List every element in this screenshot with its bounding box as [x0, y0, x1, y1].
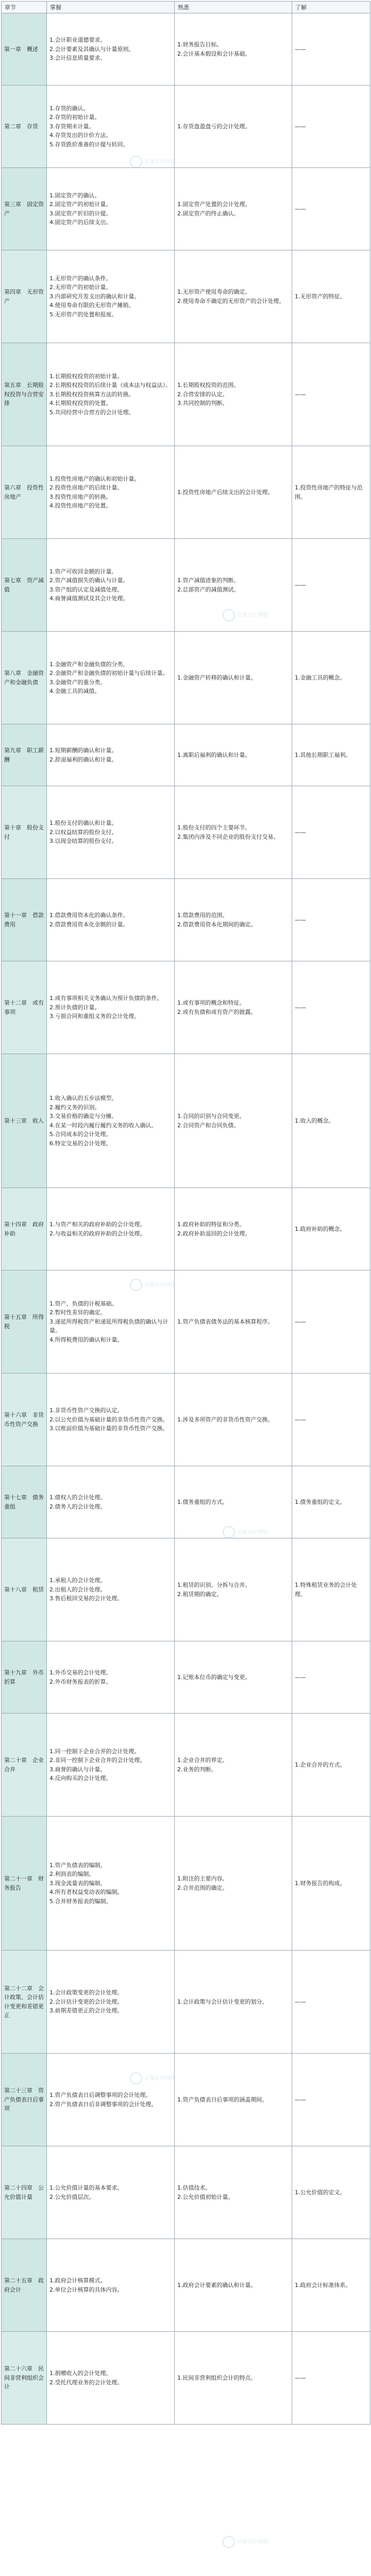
familiar-item: 1.借款费用的范围。 — [177, 912, 228, 919]
master-item: 4.金融工具的减值。 — [49, 688, 100, 694]
header-row — [2, 2, 370, 13]
familiar-cell — [175, 446, 292, 539]
familiar-cell — [175, 168, 292, 250]
familiar-item: 2.合并范围的确定。 — [177, 1884, 228, 1891]
master-item: 1.公允价值计量的基本要求。 — [49, 2184, 123, 2191]
master-item: 2.债务人的会计处理。 — [49, 1503, 106, 1510]
chapter-cell: 第十一章 借款费用 — [2, 879, 47, 961]
familiar-item: 1.无形资产使用寿命的确定。 — [177, 289, 251, 295]
familiar-cell — [175, 724, 292, 786]
master-item: 1.固定资产的确认。 — [49, 192, 100, 199]
understand-item: 1.无形资产的特征。 — [295, 293, 346, 300]
understand-cell — [292, 724, 370, 786]
understand-item: —— — [295, 2096, 306, 2103]
master-item: 3.会计信息质量要求。 — [49, 55, 106, 62]
master-item: 2.利润表的编制。 — [49, 1871, 95, 1878]
familiar-cell — [175, 1374, 292, 1466]
master-item: 3.长期股权投资核算方法的转换。 — [49, 391, 134, 398]
master-item: 3.资产组的认定及减值处理。 — [49, 586, 123, 593]
master-item: 1.资产、负债的计税基础。 — [49, 1300, 117, 1307]
table-row — [2, 632, 370, 724]
familiar-item: 1.资产负债表债务法的基本核算程序。 — [177, 1318, 274, 1325]
familiar-item: 2.合营安排的认定。 — [177, 391, 228, 398]
understand-item: —— — [295, 581, 306, 588]
familiar-cell — [175, 2239, 292, 2332]
master-item: 2.外币财务报表的折算。 — [49, 1678, 112, 1685]
master-item: 2.资产负债表日后非调整事项的会计处理。 — [49, 2100, 157, 2108]
understand-cell — [292, 1714, 370, 1817]
familiar-item: 1.民间非营利组织会计的特点。 — [177, 2374, 257, 2381]
master-item: 6.特定交易的会计处理。 — [49, 1140, 112, 1147]
master-item: 2.以权益结算的股份支付。 — [49, 828, 117, 836]
master-item: 3.现金流量表的编制。 — [49, 1879, 106, 1887]
master-cell — [47, 1714, 175, 1817]
table-row — [2, 879, 370, 961]
master-item: 5.共同经营中合营方的会计处理。 — [49, 409, 134, 416]
master-item: 1.金融资产和金融负债的分类。 — [49, 660, 129, 668]
table-row — [2, 2239, 370, 2332]
understand-cell — [292, 446, 370, 539]
chapter-cell: 第二十六章 民间非营利组织会计 — [2, 2332, 47, 2425]
master-item: 3.递延所得税资产和递延所得税负债的确认与计量。 — [49, 1318, 168, 1334]
master-item: 4.商誉减值测试及其会计处理。 — [49, 595, 129, 602]
table-row — [2, 539, 370, 632]
understand-cell — [292, 539, 370, 632]
chapter-cell: 第十章 股份支付 — [2, 786, 47, 879]
master-item: 1.存货的确认。 — [49, 105, 89, 112]
table-row — [2, 168, 370, 250]
table-row — [2, 724, 370, 786]
master-cell — [47, 961, 175, 1054]
master-item: 2.出租人的会计处理。 — [49, 1586, 106, 1593]
master-item: 1.短期薪酬的确认和计量。 — [49, 747, 117, 754]
master-item: 4.存货发出的计价方法。 — [49, 132, 112, 139]
master-item: 3.商誉的确认与计量。 — [49, 1766, 106, 1773]
understand-cell — [292, 1054, 370, 1188]
understand-item: 1.金融工具的概念。 — [295, 674, 346, 681]
table-row — [2, 1054, 370, 1188]
master-item: 1.政府会计核算模式。 — [49, 2277, 106, 2284]
familiar-item: 1.企业合并的界定。 — [177, 1757, 228, 1764]
table-row — [2, 1951, 370, 2054]
master-item: 1.资产负债表日后调整事项的会计处理。 — [49, 2092, 151, 2098]
chapter-cell: 第十五章 所得税 — [2, 1270, 47, 1374]
table-row — [2, 1817, 370, 1951]
master-cell — [47, 86, 175, 168]
understand-item: 1.公允价值的定义。 — [295, 2189, 346, 2196]
watermark: 正保会计网校 — [223, 2536, 268, 2548]
master-cell — [47, 250, 175, 343]
familiar-cell — [175, 1714, 292, 1817]
familiar-cell — [175, 1951, 292, 2054]
table-row — [2, 786, 370, 879]
table-header — [2, 2, 370, 13]
chapter-cell: 第四章 无形资产 — [2, 250, 47, 343]
master-cell — [47, 168, 175, 250]
chapter-cell: 第六章 投资性房地产 — [2, 446, 47, 539]
familiar-cell — [175, 1466, 292, 1538]
master-item: 1.与资产相关的政府补助的会计处理。 — [49, 1221, 146, 1228]
familiar-item: 1.政府会计要素的确认和计量。 — [177, 2281, 257, 2289]
master-item: 2.存货的初始计量。 — [49, 114, 100, 121]
master-item: 4.所得税费用的确认和计量。 — [49, 1336, 123, 1343]
understand-cell — [292, 1817, 370, 1951]
familiar-item: 1.债务重组的方式。 — [177, 1498, 228, 1505]
understand-cell — [292, 2146, 370, 2239]
master-item: 3.亏损合同和重组义务的会计处理。 — [49, 1013, 140, 1020]
master-item: 2.暂时性差异的确定。 — [49, 1309, 106, 1316]
master-item: 1.投资性房地产的确认和初始计量。 — [49, 475, 140, 482]
familiar-item: 1.涉及多项资产的非货币性资产交换。 — [177, 1416, 274, 1423]
understand-cell — [292, 961, 370, 1054]
master-item: 1.资产可收回金额的计量。 — [49, 568, 117, 575]
familiar-item: 1.估值技术。 — [177, 2184, 211, 2191]
table-row — [2, 250, 370, 343]
master-item: 2.以公允价值为基础计量的非货币性资产交换。 — [49, 1416, 168, 1423]
familiar-item: 2.业务的判断。 — [177, 1766, 217, 1773]
understand-item: 1.债务重组的定义。 — [295, 1498, 346, 1505]
understand-item: 1.企业合并的方式。 — [295, 1761, 346, 1768]
master-cell — [47, 1817, 175, 1951]
familiar-item: 1.存货盘盈盘亏的会计处理。 — [177, 123, 251, 130]
master-item: 2.与收益相关的政府补助的会计处理。 — [49, 1230, 146, 1237]
familiar-cell — [175, 1054, 292, 1188]
watermark: 正保会计网校 — [223, 609, 268, 621]
understand-item: 1.特殊租赁业务的会计处理。 — [295, 1582, 357, 1598]
master-item: 1.收入确认的五步法模型。 — [49, 1095, 117, 1101]
master-cell — [47, 1188, 175, 1270]
master-cell — [47, 2146, 175, 2239]
understand-item: —— — [295, 391, 306, 398]
master-item: 1.长期股权投资的初始计量。 — [49, 372, 123, 380]
familiar-item: 1.或有事项的概念和特征。 — [177, 999, 245, 1006]
understand-cell — [292, 1466, 370, 1538]
master-item: 3.存货期末计量。 — [49, 123, 95, 130]
familiar-item: 2.使用寿命不确定的无形资产的会计处理。 — [177, 297, 285, 304]
familiar-item: 2.会计基本假设和会计基础。 — [177, 50, 251, 57]
familiar-cell — [175, 1270, 292, 1374]
chapter-cell: 第十九章 外币折算 — [2, 1641, 47, 1714]
familiar-item: 1.合同的识别与合同变更。 — [177, 1113, 245, 1120]
master-cell — [47, 1466, 175, 1538]
table-row — [2, 1188, 370, 1270]
understand-cell — [292, 1188, 370, 1270]
understand-item: —— — [295, 828, 306, 836]
understand-cell — [292, 1538, 370, 1641]
chapter-cell: 第八章 金融资产和金融负债 — [2, 632, 47, 724]
chapter-cell: 第一章 概述 — [2, 13, 47, 86]
watermark: 正保会计网校 — [130, 2072, 175, 2084]
master-item: 2.长期股权投资的后续计量（成本法与权益法）。 — [49, 382, 171, 389]
familiar-item: 1.附注的主要内容。 — [177, 1875, 228, 1882]
master-item: 2.非同一控制下企业合并的会计处理。 — [49, 1757, 146, 1764]
understand-item: —— — [295, 1004, 306, 1011]
familiar-cell — [175, 343, 292, 446]
master-item: 4.长期股权投资的处置。 — [49, 400, 112, 407]
chapter-cell: 第九章 职工薪酬 — [2, 724, 47, 786]
table-body — [2, 13, 370, 2425]
understand-item: 1.投资性房地产的特征与范围。 — [295, 484, 363, 500]
familiar-cell — [175, 539, 292, 632]
watermark: 正保会计网校 — [223, 1526, 268, 1538]
understand-item: —— — [295, 916, 306, 923]
table-row — [2, 86, 370, 168]
master-item: 2.公允价值层次。 — [49, 2193, 95, 2200]
master-cell — [47, 539, 175, 632]
familiar-item: 1.财务报告目标。 — [177, 41, 223, 48]
master-item: 3.售后租回交易的会计处理。 — [49, 1595, 123, 1602]
master-item: 3.金融资产的重分类。 — [49, 679, 106, 686]
master-item: 3.投资性房地产的转换。 — [49, 493, 112, 500]
familiar-cell — [175, 786, 292, 879]
understand-item: —— — [295, 1416, 306, 1423]
understand-item: —— — [295, 1998, 306, 2005]
familiar-item: 1.股份支付的四个主要环节。 — [177, 824, 251, 831]
understand-cell — [292, 168, 370, 250]
master-item: 5.合同成本的会计处理。 — [49, 1131, 112, 1138]
master-item: 2.受托代理业务的会计处理。 — [49, 2379, 123, 2386]
familiar-item: 2.政府补助退回的会计处理。 — [177, 1230, 251, 1237]
familiar-cell — [175, 632, 292, 724]
understand-item: 1.政府补助的概念。 — [295, 1225, 346, 1232]
familiar-cell — [175, 86, 292, 168]
table-row — [2, 1538, 370, 1641]
familiar-item: 1.资产负债表日后事项的涵盖期间。 — [177, 2096, 268, 2103]
table-row — [2, 1466, 370, 1538]
understand-cell — [292, 1641, 370, 1714]
watermark-logo-icon — [223, 2536, 235, 2548]
understand-cell — [292, 1951, 370, 2054]
master-item: 2.履约义务的识别。 — [49, 1104, 100, 1111]
master-item: 4.投资性房地产的处置。 — [49, 502, 112, 509]
master-cell — [47, 1270, 175, 1374]
familiar-item: 1.固定资产处置的会计处理。 — [177, 201, 251, 208]
master-cell — [47, 2332, 175, 2425]
familiar-item: 1.投资性房地产后续支出的会计处理。 — [177, 488, 274, 496]
master-item: 1.无形资产的确认条件。 — [49, 275, 112, 282]
chapter-cell: 第二十章 企业合并 — [2, 1714, 47, 1817]
table-row — [2, 343, 370, 446]
master-item: 1.股份支付的确认和计量。 — [49, 820, 117, 827]
understand-cell — [292, 1374, 370, 1466]
table-row — [2, 2146, 370, 2239]
master-cell — [47, 724, 175, 786]
master-cell — [47, 2054, 175, 2146]
familiar-item: 2.集团内涉及不同企业的股份支付交易。 — [177, 833, 279, 840]
familiar-item: 2.合同资产和合同负债。 — [177, 1122, 240, 1129]
master-item: 2.辞退福利的确认和计量。 — [49, 756, 117, 763]
familiar-item: 1.会计政策与会计估计变更的划分。 — [177, 1998, 268, 2005]
master-cell — [47, 632, 175, 724]
understand-cell — [292, 2239, 370, 2332]
chapter-cell: 第三章 固定资产 — [2, 168, 47, 250]
familiar-cell — [175, 879, 292, 961]
understand-item: 1.收入的概念。 — [295, 1117, 334, 1124]
chapter-cell: 第二十二章 会计政策、会计估计变更和差错更正 — [2, 1951, 47, 2054]
chapter-cell: 第二十五章 政府会计 — [2, 2239, 47, 2332]
master-item: 4.在某一时段内履行履约义务的收入确认。 — [49, 1122, 157, 1129]
master-item: 3.交易价格的确定与分摊。 — [49, 1113, 117, 1120]
table-row — [2, 2332, 370, 2425]
familiar-cell — [175, 13, 292, 86]
master-item: 5.存货跌价准备的计提与转回。 — [49, 141, 129, 148]
chapter-cell: 第二十三章 资产负债表日后事项 — [2, 2054, 47, 2146]
familiar-item: 2.固定资产的终止确认。 — [177, 210, 240, 217]
master-cell — [47, 1374, 175, 1466]
master-cell — [47, 786, 175, 879]
chapter-cell: 第二十一章 财务报告 — [2, 1817, 47, 1951]
table-row — [2, 1374, 370, 1466]
familiar-cell — [175, 1188, 292, 1270]
chapter-cell: 第十七章 债务重组 — [2, 1466, 47, 1538]
master-item: 1.资产负债表的编制。 — [49, 1861, 106, 1869]
understand-item: 1.其他长期职工福利。 — [295, 751, 351, 758]
familiar-cell — [175, 2332, 292, 2425]
master-item: 4.反向购买的会计处理。 — [49, 1775, 112, 1782]
chapter-cell: 第十六章 非货币性资产交换 — [2, 1374, 47, 1466]
syllabus-sheet — [1, 1, 370, 2545]
header-understand: 了解 — [292, 2, 370, 13]
master-cell — [47, 1538, 175, 1641]
master-item: 4.固定资产的后续支出。 — [49, 219, 112, 226]
master-item: 1.外币交易的会计处理。 — [49, 1669, 112, 1676]
syllabus-table — [1, 1, 370, 2425]
master-item: 3.内部研究开发支出的确认和计量。 — [49, 293, 140, 300]
table-row — [2, 2054, 370, 2146]
familiar-item: 2.借款费用资本化期间的确定。 — [177, 921, 257, 928]
familiar-cell — [175, 1641, 292, 1714]
master-item: 4.使用寿命有限的无形资产摊销。 — [49, 302, 134, 309]
familiar-item: 1.资产减值迹象的判断。 — [177, 577, 240, 584]
chapter-cell: 第十二章 或有事项 — [2, 961, 47, 1054]
familiar-item: 1.记账本位币的确定与变更。 — [177, 1673, 251, 1681]
master-cell — [47, 879, 175, 961]
header-chapter: 章节 — [2, 2, 47, 13]
chapter-cell: 第七章 资产减值 — [2, 539, 47, 632]
familiar-item: 2.或有负债和或有资产的披露。 — [177, 1008, 257, 1015]
master-cell — [47, 2239, 175, 2332]
table-row — [2, 1714, 370, 1817]
master-item: 2.预计负债的计量。 — [49, 1004, 100, 1011]
table-row — [2, 1270, 370, 1374]
familiar-cell — [175, 2146, 292, 2239]
understand-item: —— — [295, 205, 306, 212]
master-cell — [47, 1641, 175, 1714]
master-item: 1.同一控制下企业合并的会计处理。 — [49, 1748, 140, 1755]
understand-cell — [292, 13, 370, 86]
understand-cell — [292, 879, 370, 961]
understand-item: —— — [295, 45, 306, 53]
master-item: 3.固定资产折旧的计提。 — [49, 210, 112, 217]
familiar-cell — [175, 961, 292, 1054]
familiar-cell — [175, 1817, 292, 1951]
master-item: 5.无形资产的处置和报废。 — [49, 311, 117, 318]
table-row — [2, 446, 370, 539]
table-row — [2, 961, 370, 1054]
familiar-item: 2.总部资产的减值测试。 — [177, 586, 240, 593]
familiar-item: 3.共同控制的判断。 — [177, 400, 228, 407]
understand-cell — [292, 632, 370, 724]
master-item: 1.会计政策变更的会计处理。 — [49, 1989, 123, 1996]
chapter-cell: 第五章 长期股权投资与合营安排 — [2, 343, 47, 446]
master-item: 1.债权人的会计处理。 — [49, 1494, 106, 1501]
chapter-cell: 第十四章 政府补助 — [2, 1188, 47, 1270]
understand-item: —— — [295, 2374, 306, 2381]
master-cell — [47, 343, 175, 446]
master-item: 2.无形资产的初始计量。 — [49, 284, 112, 291]
chapter-cell: 第十三章 收入 — [2, 1054, 47, 1188]
master-item: 2.会计要素及其确认与计量原则。 — [49, 45, 134, 53]
understand-item: 1.政府会计标准体系。 — [295, 2281, 351, 2289]
master-item: 1.或有事项相关义务确认为预计负债的条件。 — [49, 995, 163, 1002]
table-row — [2, 1641, 370, 1714]
master-item: 3.以账面价值为基础计量的非货币性资产交换。 — [49, 1425, 168, 1432]
familiar-item: 1.金融资产转移的确认和计量。 — [177, 674, 257, 681]
master-item: 2.借款费用资本化金额的计量。 — [49, 921, 129, 928]
familiar-item: 1.离职后福利的确认和计量。 — [177, 751, 251, 758]
master-item: 2.金融资产和金融负债的初始计量与后续计量。 — [49, 670, 168, 676]
header-master: 掌握 — [47, 2, 175, 13]
master-item: 4.所有者权益变动表的编制。 — [49, 1889, 123, 1896]
understand-cell — [292, 2332, 370, 2425]
understand-cell — [292, 343, 370, 446]
familiar-cell — [175, 1538, 292, 1641]
master-item: 3.前期差错更正的会计处理。 — [49, 2007, 123, 2014]
familiar-item: 1.长期股权投资的范围。 — [177, 382, 240, 389]
master-item: 2.固定资产的初始计量。 — [49, 201, 112, 208]
master-cell — [47, 446, 175, 539]
master-item: 1.捐赠收入的会计处理。 — [49, 2370, 112, 2377]
familiar-item: 1.租赁的识别、分拆与合并。 — [177, 1582, 251, 1588]
familiar-item: 2.租赁期的确定。 — [177, 1590, 223, 1598]
understand-item: —— — [295, 1673, 306, 1681]
understand-cell — [292, 786, 370, 879]
master-item: 1.借款费用资本化的确认条件。 — [49, 912, 129, 919]
understand-cell — [292, 2054, 370, 2146]
master-item: 2.投资性房地产的后续计量。 — [49, 484, 123, 491]
watermark: 正保会计网校 — [130, 1279, 175, 1291]
master-item: 1.会计职业道德要求。 — [49, 37, 106, 44]
chapter-cell: 第二十四章 公允价值计量 — [2, 2146, 47, 2239]
master-item: 2.会计估计变更的会计处理。 — [49, 1998, 123, 2005]
familiar-cell — [175, 2054, 292, 2146]
chapter-cell: 第二章 存货 — [2, 86, 47, 168]
understand-cell — [292, 250, 370, 343]
master-cell — [47, 1054, 175, 1188]
master-item: 1.承租人的会计处理。 — [49, 1577, 106, 1584]
understand-item: 1.财务报告的构成。 — [295, 1879, 346, 1887]
master-item: 2.资产减值损失的确认与计量。 — [49, 577, 129, 584]
master-item: 5.合并财务报表的编制。 — [49, 1897, 112, 1905]
master-item: 1.非货币性资产交换的认定。 — [49, 1407, 123, 1414]
understand-cell — [292, 86, 370, 168]
understand-item: —— — [295, 123, 306, 130]
chapter-cell: 第十八章 租赁 — [2, 1538, 47, 1641]
understand-item: —— — [295, 1318, 306, 1325]
master-item: 3.以现金结算的股份支付。 — [49, 838, 117, 845]
table-row — [2, 13, 370, 86]
familiar-item: 2.公允价值初始计量。 — [177, 2193, 234, 2200]
header-familiar: 熟悉 — [175, 2, 292, 13]
master-item: 2.单位会计核算的具体内容。 — [49, 2286, 123, 2293]
understand-cell — [292, 1270, 370, 1374]
watermark: 正保会计网校 — [130, 156, 175, 168]
master-cell — [47, 13, 175, 86]
master-cell — [47, 1951, 175, 2054]
familiar-cell — [175, 250, 292, 343]
familiar-item: 1.政府补助的特征和分类。 — [177, 1221, 245, 1228]
